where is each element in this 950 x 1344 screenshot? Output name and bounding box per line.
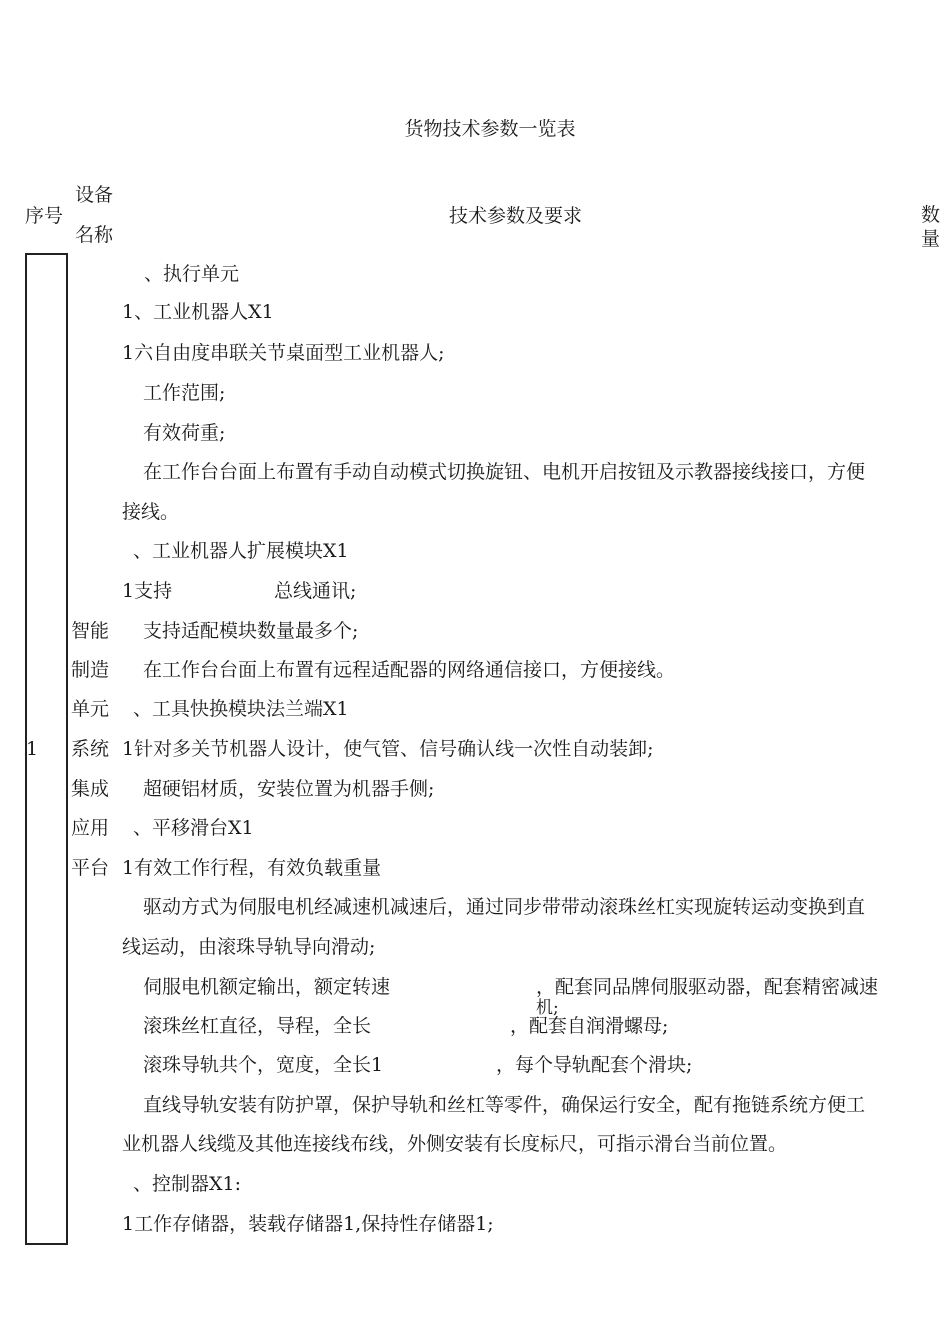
category-line: 智能 (71, 620, 110, 642)
spec-line: ，配套自润滑螺母; (510, 1015, 669, 1037)
header-device-name-line1: 设备 (75, 184, 114, 206)
spec-line: 线运动，由滚珠导轨导向滑动; (122, 936, 376, 958)
page-title: 货物技术参数一览表 (404, 118, 576, 140)
header-serial-no: 序号 (25, 205, 64, 227)
spec-line: 滚珠导轨共个，宽度，全长1 (143, 1054, 384, 1076)
spec-line: 机; (536, 998, 559, 1018)
item-heading: 、控制器X1: (133, 1173, 242, 1195)
item-heading: 、平移滑台X1 (133, 817, 254, 839)
spec-line: 支持适配模块数量最多个; (143, 620, 359, 642)
spec-line: 1工作存储器，装载存储器1,保持性存储器1; (122, 1213, 494, 1235)
spec-line: 直线导轨安装有防护罩，保护导轨和丝杠等零件，确保运行安全，配有拖链系统方便工 (143, 1094, 866, 1116)
section-heading: 、执行单元 (144, 263, 240, 285)
spec-line: 工作范围; (143, 382, 226, 404)
category-line: 制造 (71, 659, 110, 681)
header-tech-params: 技术参数及要求 (449, 205, 583, 227)
item-heading: 、工具快换模块法兰端X1 (133, 698, 349, 720)
item-heading: 、工业机器人扩展模块X1 (133, 540, 349, 562)
spec-line: 超硬铝材质，安装位置为机器手侧; (143, 778, 435, 800)
spec-line: 1六自由度串联关节桌面型工业机器人; (122, 342, 445, 364)
spec-line: 1有效工作行程，有效负载重量 (122, 857, 382, 879)
spec-line: 伺服电机额定输出，额定转速 (143, 976, 391, 998)
category-line: 平台 (71, 857, 110, 879)
spec-line: 在工作台台面上布置有手动自动模式切换旋钮、电机开启按钮及示教器接线接口，方便 (143, 461, 866, 483)
item-heading: 1、工业机器人X1 (122, 301, 274, 323)
spec-line: 接线。 (122, 501, 180, 523)
serial-number: 1 (26, 738, 39, 760)
spec-line: 1针对多关节机器人设计，使气管、信号确认线一次性自动装卸; (122, 738, 654, 760)
spec-line: 总线通讯; (274, 580, 357, 602)
header-device-name-line2: 名称 (75, 224, 114, 246)
spec-line: 业机器人线缆及其他连接线布线，外侧安装有长度标尺，可指示滑台当前位置。 (122, 1133, 788, 1155)
header-qty-line2: 量 (921, 228, 941, 250)
spec-line: 1支持 (122, 580, 173, 602)
category-line: 系统 (71, 738, 110, 760)
spec-line: 在工作台台面上布置有远程适配器的网络通信接口，方便接线。 (143, 659, 676, 681)
category-line: 应用 (71, 817, 110, 839)
category-line: 单元 (71, 698, 110, 720)
spec-line: ，配套同品牌伺服驱动器，配套精密减速 (536, 976, 879, 998)
spec-line: 有效荷重; (143, 422, 226, 444)
spec-line: 驱动方式为伺服电机经减速机减速后，通过同步带带动滚珠丝杠实现旋转运动变换到直 (143, 896, 866, 918)
spec-line: 滚珠丝杠直径，导程，全长 (143, 1015, 372, 1037)
header-qty-line1: 数 (921, 204, 941, 226)
spec-line: ，每个导轨配套个滑块; (496, 1054, 693, 1076)
category-line: 集成 (71, 778, 110, 800)
